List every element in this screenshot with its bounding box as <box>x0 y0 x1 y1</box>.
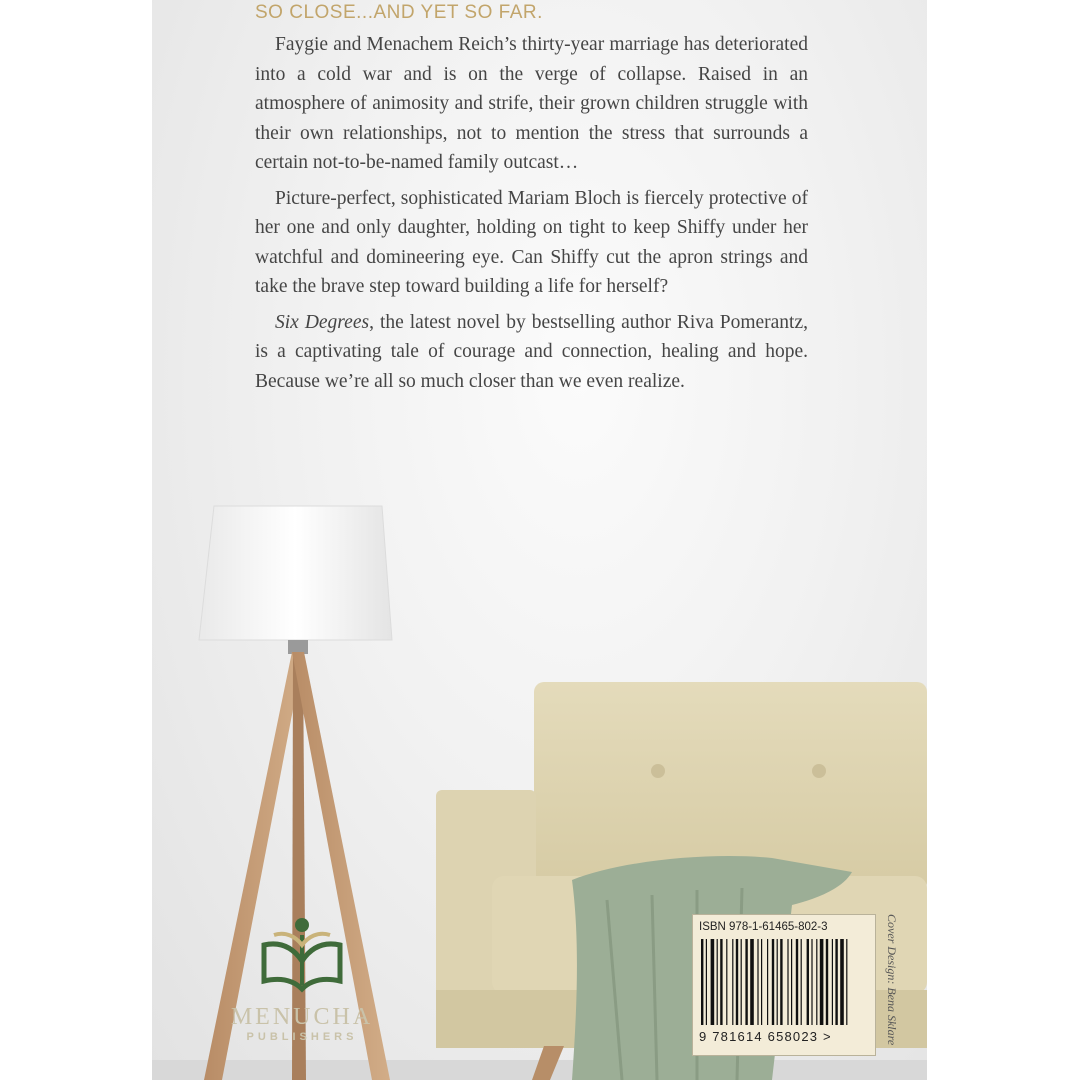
barcode-bars <box>699 939 869 1027</box>
barcode-bar <box>711 939 715 1025</box>
blurb-text <box>255 30 808 402</box>
barcode-bar <box>811 939 812 1025</box>
barcode-bar <box>745 939 747 1025</box>
barcode-bar <box>757 939 758 1025</box>
book-back-cover <box>152 0 927 1080</box>
blurb-paragraph: Picture-perfect, sophisticated Mariam Bloch is fiercely protective of her one and only daughter, holding on tight to keep Shiffy under her watchful and domineering eye. Can Shiffy cut the apron strings and take the brave step toward building a life for herself? <box>255 187 808 297</box>
isbn-label: ISBN 978-1-61465-802-3 <box>699 921 828 933</box>
barcode-bar <box>832 939 833 1025</box>
barcode-bar <box>791 939 792 1025</box>
barcode-bar <box>846 939 847 1025</box>
barcode-bar <box>777 939 778 1025</box>
barcode-bar <box>717 939 718 1025</box>
blurb-paragraph <box>255 308 808 397</box>
lamp-socket <box>288 640 308 654</box>
barcode-bar <box>816 939 817 1025</box>
tuft-button <box>651 764 665 778</box>
barcode-bar <box>701 939 703 1025</box>
isbn-barcode <box>692 914 876 1056</box>
barcode-bar <box>780 939 782 1025</box>
barcode-bar <box>826 939 828 1025</box>
tuft-button <box>812 764 826 778</box>
publisher-name: MENUCHA <box>230 1004 374 1030</box>
barcode-bar <box>796 939 798 1025</box>
publisher-sub: PUBLISHERS <box>246 1031 358 1043</box>
barcode-bar <box>772 939 774 1025</box>
barcode-bar <box>807 939 809 1025</box>
barcode-bar <box>736 939 738 1025</box>
barcode-bar <box>750 939 754 1025</box>
barcode-bar <box>820 939 824 1025</box>
headline: SO CLOSE...AND YET SO FAR. <box>255 2 543 23</box>
barcode-bar <box>761 939 762 1025</box>
barcode-bar <box>720 939 722 1025</box>
lamp-shade <box>199 506 392 640</box>
barcode-bar <box>732 939 733 1025</box>
book-title: Six Degrees <box>275 311 370 333</box>
book-person-icon <box>252 915 352 995</box>
barcode-bar <box>801 939 802 1025</box>
barcode-bar <box>706 939 707 1025</box>
barcode-bar <box>741 939 742 1025</box>
cover-design-credit <box>883 914 903 1054</box>
publisher-logo <box>222 915 382 1043</box>
blurb-paragraph-rest: , the latest novel by bestselling author Riva Pomerantz, is a captivating tale of courage and connection, healing and hope. Because we’re all so much closer than we even realize. <box>255 311 808 392</box>
barcode-bar <box>840 939 844 1025</box>
barcode-bar <box>835 939 837 1025</box>
barcode-bar <box>767 939 768 1025</box>
barcode-bar <box>726 939 727 1025</box>
isbn-digits: 9 781614 658023 > <box>699 1029 832 1044</box>
credit-text: Cover Design: Bena Sklare <box>885 914 899 1046</box>
blurb-paragraph: Faygie and Menachem Reich’s thirty-year marriage has deteriorated into a cold war and is on the verge of collapse. Raised in an atmosphere of animosity and strife, their grown children struggle with their own relationships, not to mention the stress that surrounds a certain not-to-be-named family outcast… <box>255 34 808 173</box>
barcode-bar <box>787 939 788 1025</box>
